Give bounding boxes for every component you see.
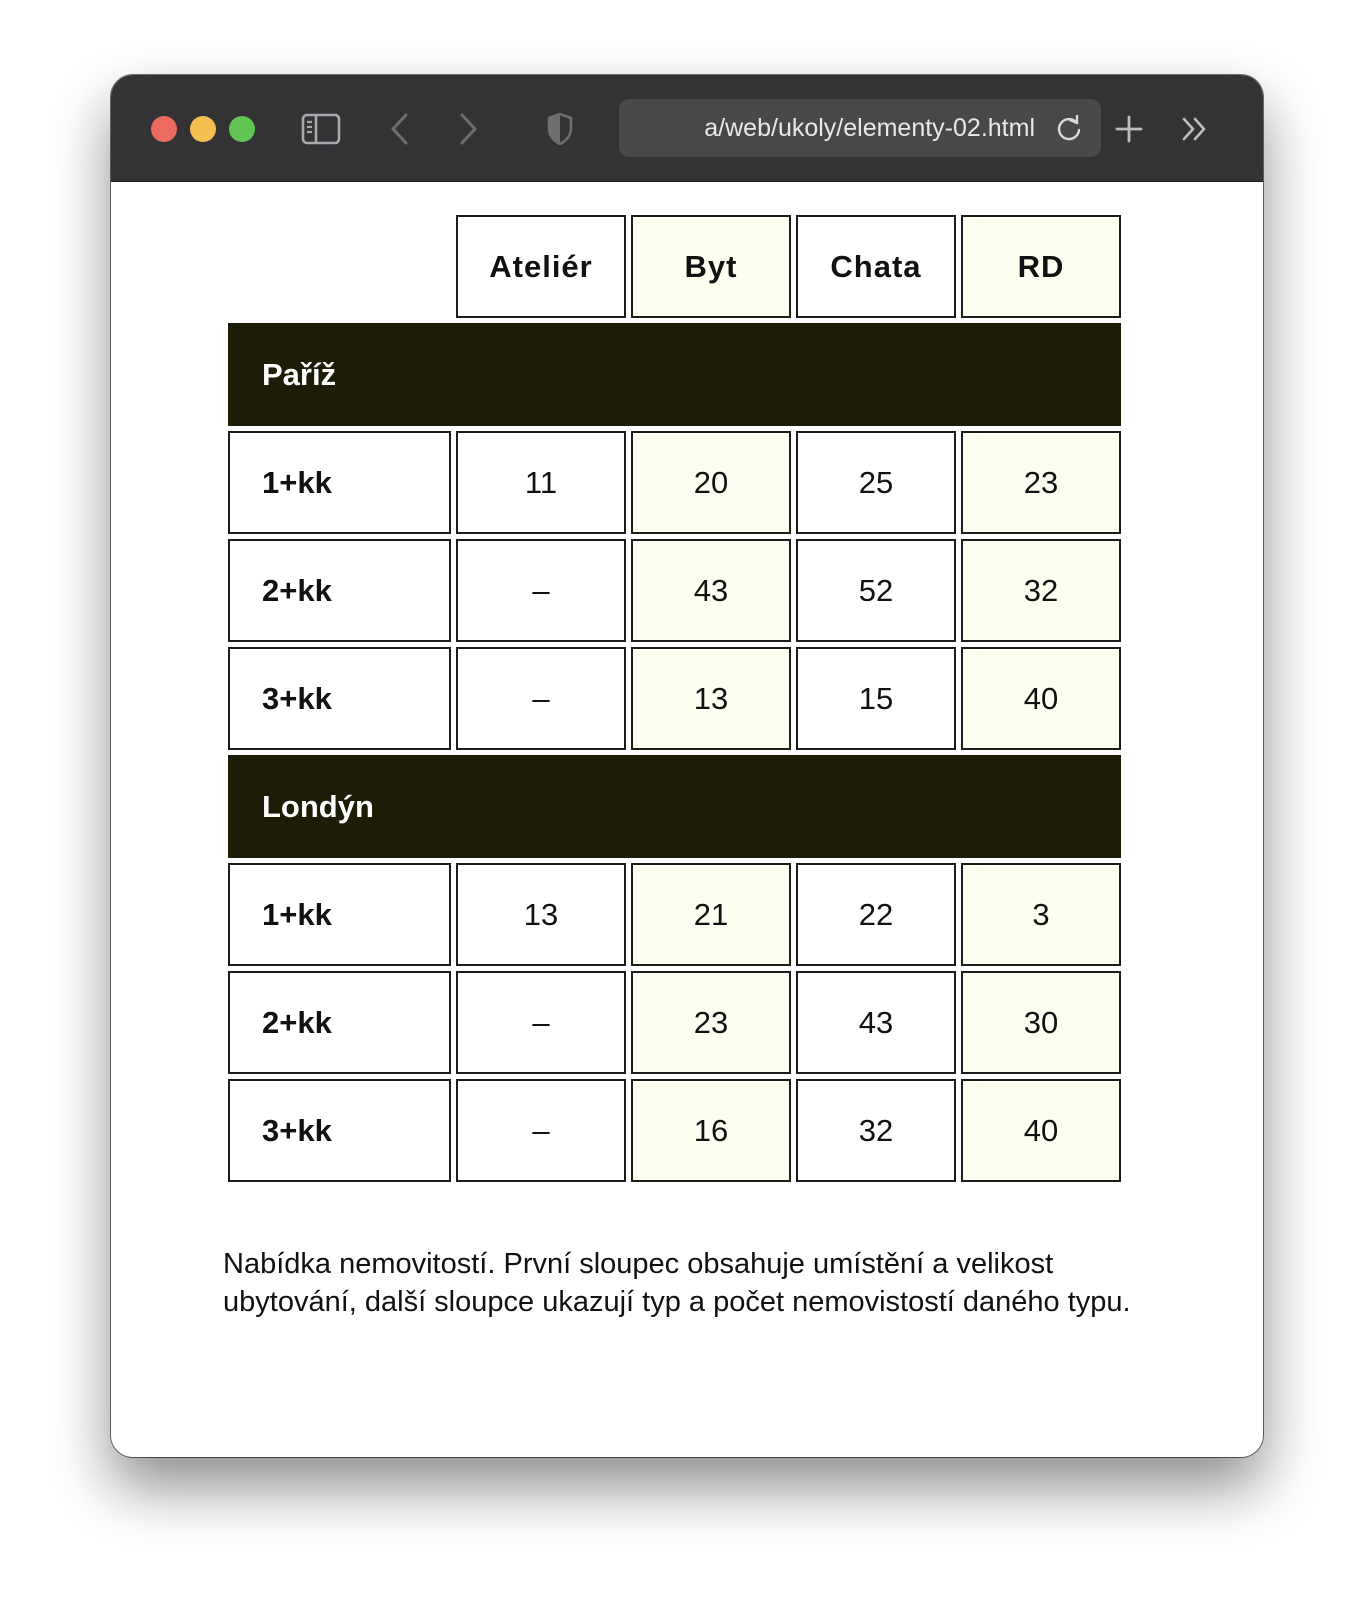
- chevron-left-icon[interactable]: [385, 109, 415, 149]
- table-cell: –: [456, 647, 626, 750]
- table-cell: 30: [961, 971, 1121, 1074]
- sidebar-icon[interactable]: [299, 109, 343, 149]
- header-byt: Byt: [631, 215, 791, 318]
- shield-icon[interactable]: [545, 109, 575, 149]
- header-rd: RD: [961, 215, 1121, 318]
- table-header-row: [228, 215, 1121, 318]
- double-chevron-right-icon[interactable]: [1177, 109, 1213, 149]
- plus-icon[interactable]: [1111, 109, 1147, 149]
- table-cell: 16: [631, 1079, 791, 1182]
- table-cell: 21: [631, 863, 791, 966]
- maximize-window-button[interactable]: [229, 116, 255, 142]
- table-cell: –: [456, 1079, 626, 1182]
- table-cell: 32: [796, 1079, 956, 1182]
- row-label: 2+kk: [228, 971, 451, 1074]
- table-cell: 40: [961, 1079, 1121, 1182]
- section-heading: Londýn: [228, 755, 1121, 858]
- table-cell: 43: [796, 971, 956, 1074]
- table-cell: 32: [961, 539, 1121, 642]
- row-label: 1+kk: [228, 863, 451, 966]
- page-content: [111, 182, 1263, 1457]
- section-row-pariz: [228, 323, 1121, 426]
- table-caption: Nabídka nemovitostí. První sloupec obsahuje umístění a velikost ubytování, další sloupce ukazují typ a počet nemovistostí daného typu.: [223, 1248, 1131, 1318]
- chevron-right-icon[interactable]: [453, 109, 483, 149]
- row-label: 3+kk: [228, 1079, 451, 1182]
- header-chata: Chata: [796, 215, 956, 318]
- table-cell: 23: [961, 431, 1121, 534]
- table-row: [228, 431, 1121, 534]
- table-row: [228, 863, 1121, 966]
- table-cell: 40: [961, 647, 1121, 750]
- table-row: [228, 647, 1121, 750]
- reload-icon[interactable]: [1055, 114, 1083, 142]
- table-cell: 13: [456, 863, 626, 966]
- row-label: 3+kk: [228, 647, 451, 750]
- browser-window: [111, 75, 1263, 1457]
- table-cell: 20: [631, 431, 791, 534]
- url-text[interactable]: a/web/ukoly/elementy-02.html: [704, 114, 1035, 142]
- property-table: [223, 210, 1126, 1187]
- table-cell: 25: [796, 431, 956, 534]
- table-cell: 23: [631, 971, 791, 1074]
- close-window-button[interactable]: [151, 116, 177, 142]
- table-cell: 15: [796, 647, 956, 750]
- browser-toolbar: [111, 75, 1263, 182]
- table-cell: –: [456, 539, 626, 642]
- table-row: [228, 539, 1121, 642]
- table-cell: 3: [961, 863, 1121, 966]
- section-heading: Paříž: [228, 323, 1121, 426]
- section-row-londyn: [228, 755, 1121, 858]
- table-cell: 43: [631, 539, 791, 642]
- table-cell: –: [456, 971, 626, 1074]
- header-empty-cell: [228, 215, 451, 318]
- table-cell: 22: [796, 863, 956, 966]
- minimize-window-button[interactable]: [190, 116, 216, 142]
- table-row: [228, 1079, 1121, 1182]
- table-row: [228, 971, 1121, 1074]
- table-cell: 11: [456, 431, 626, 534]
- table-cell: 52: [796, 539, 956, 642]
- table-cell: 13: [631, 647, 791, 750]
- row-label: 1+kk: [228, 431, 451, 534]
- header-atelier: Ateliér: [456, 215, 626, 318]
- row-label: 2+kk: [228, 539, 451, 642]
- address-bar[interactable]: [619, 99, 1101, 157]
